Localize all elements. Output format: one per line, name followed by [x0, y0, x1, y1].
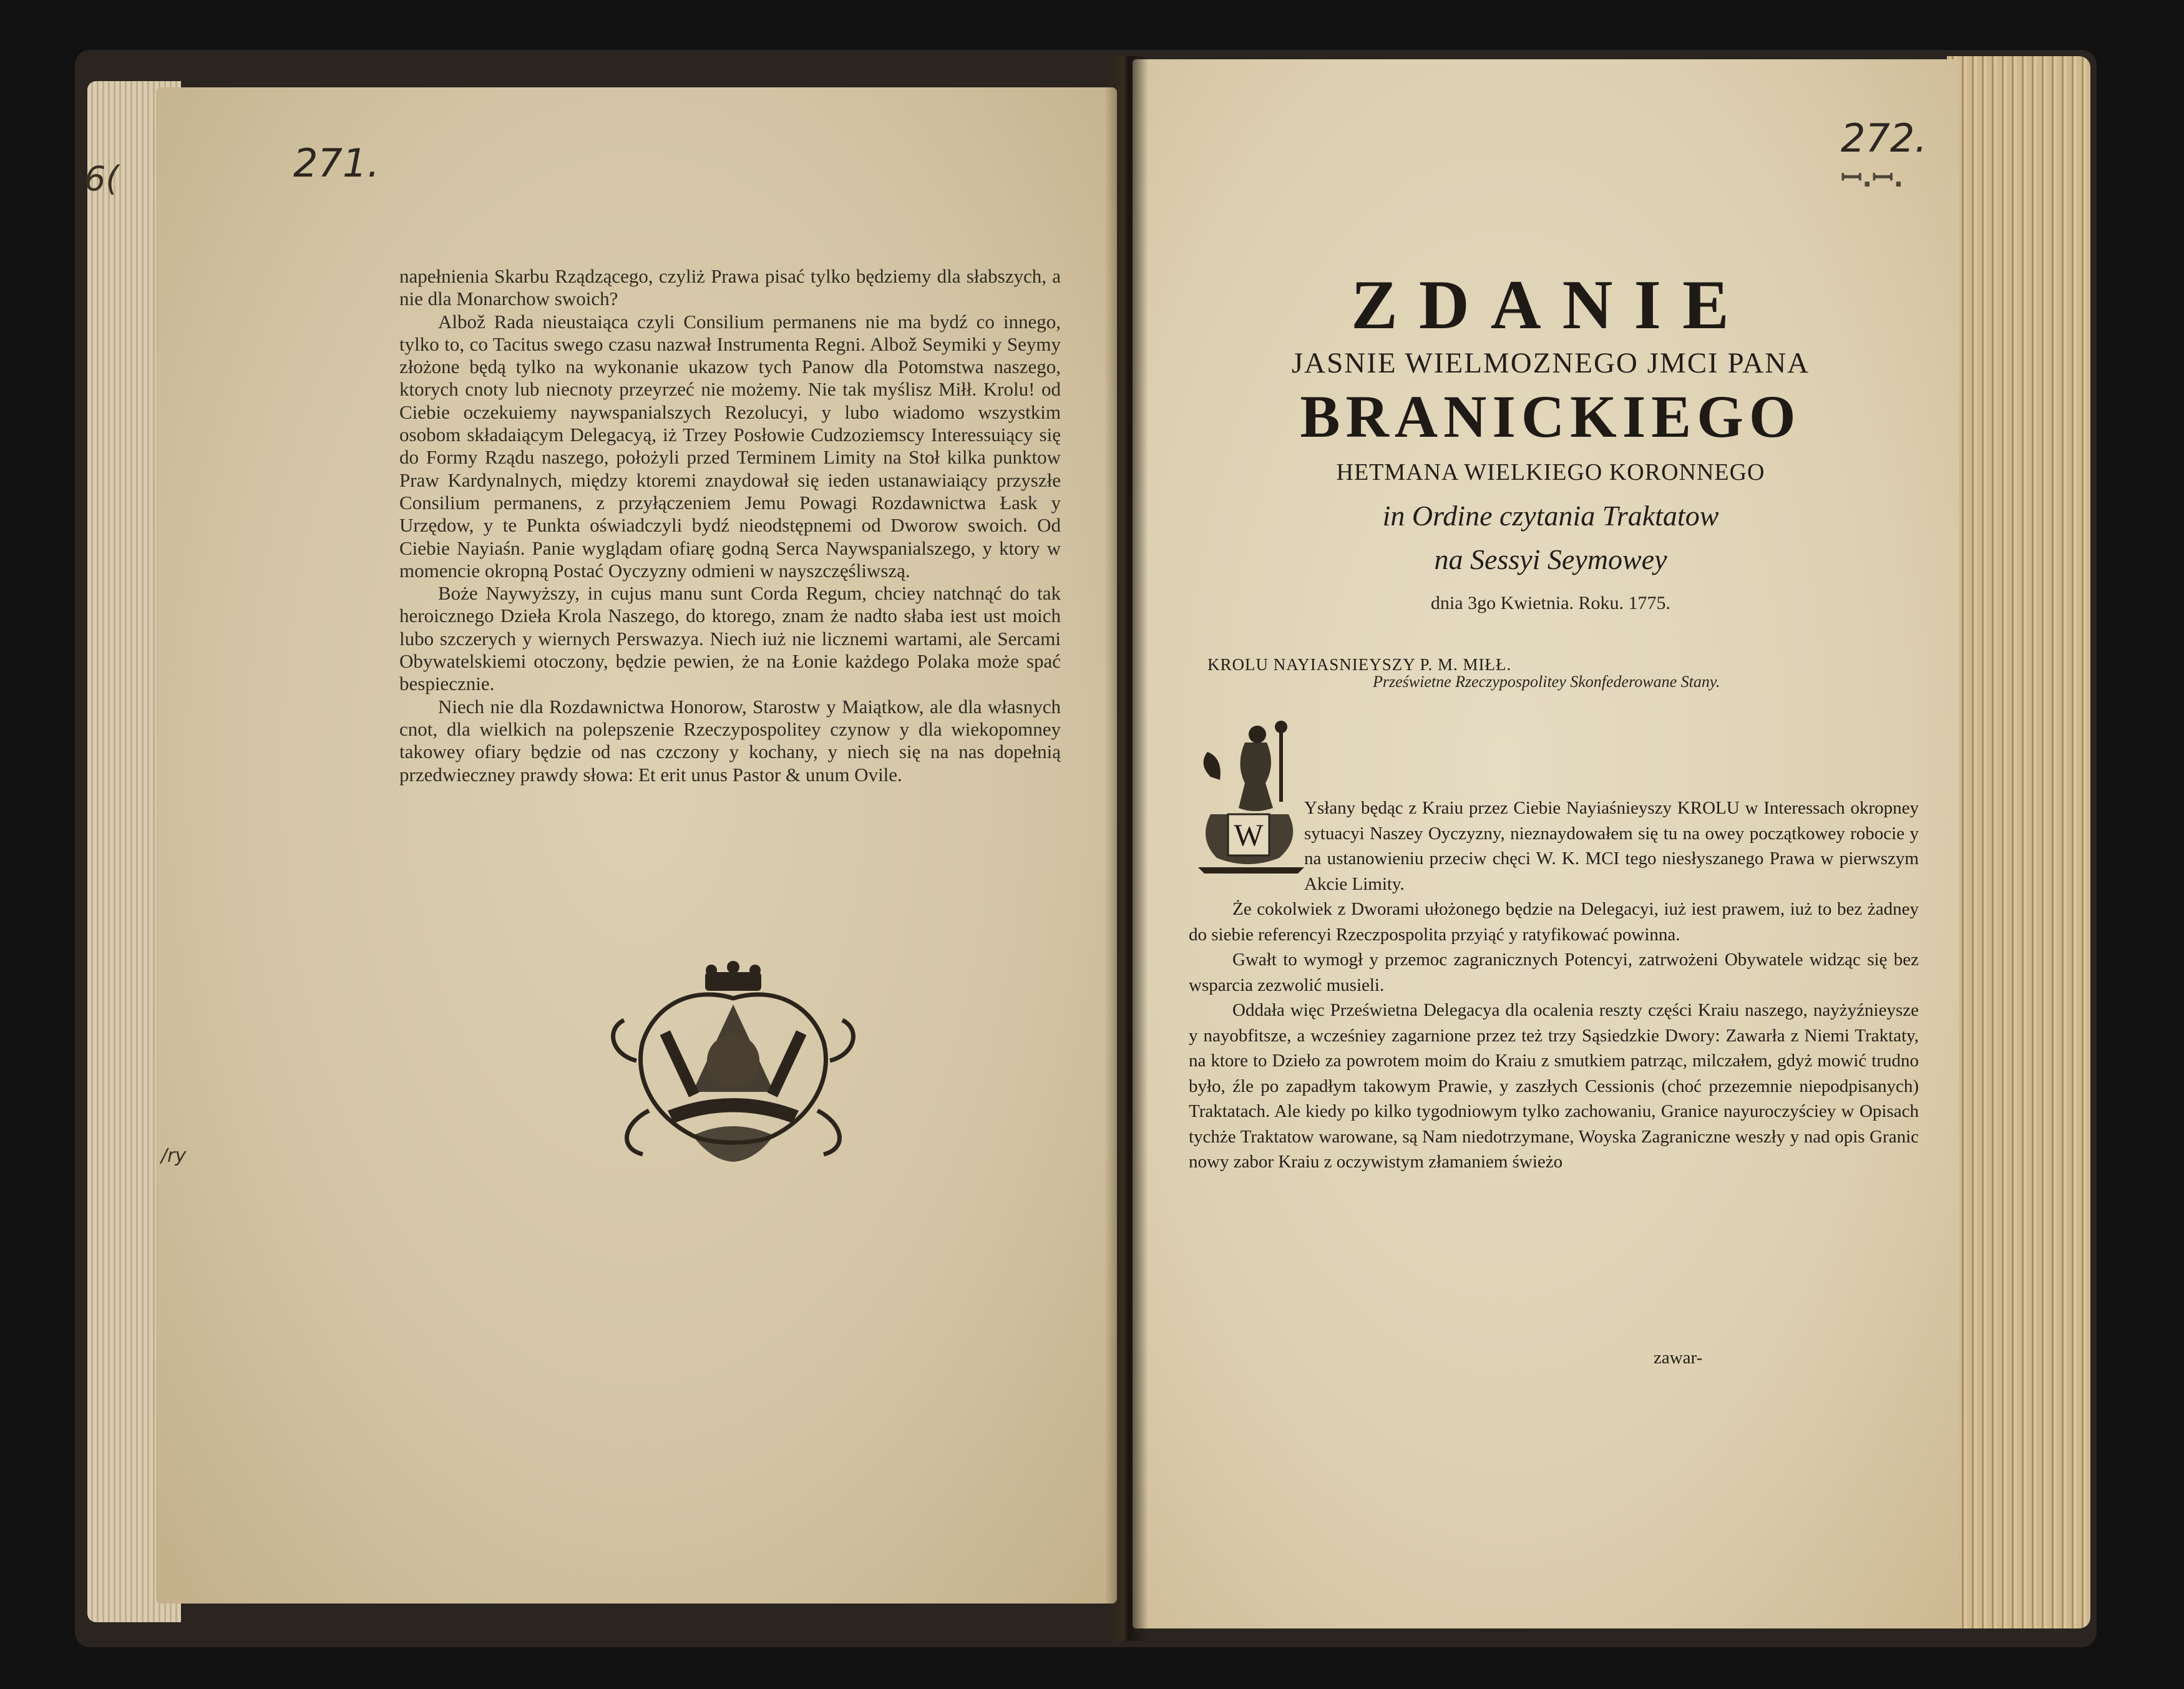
paragraph: Niech nie dla Rozdawnictwa Honorow, Starostw y Maiątkow, ale dla własnych cnot, dla wielkich na polepszenie Rzeczypospolitey czynow y dla wiekopomney takowey ofiary będzie od nas czczony y kochany, y niech się na nas dopełnią przedwieczney prawdy słowa: Et erit unus Pastor & unum Ovile. — [399, 695, 1061, 786]
paragraph: Gwałt to wymogł y przemoc zagranicznych Potencyi, zatrwożeni Obywatele widząc się bez wsparcia zezwolić musieli. — [1189, 950, 1919, 995]
left-page-body — [399, 265, 1061, 786]
salutation-estates: Prześwietne Rzeczypospolitey Skonfederowane Stany. — [1373, 673, 1720, 691]
right-page-number: 272. — [1841, 115, 1928, 161]
subtitle-office: HETMANA WIELKIEGO KORONNEGO — [1336, 459, 1765, 485]
left-edge-mark-bottom: /ry — [161, 1145, 187, 1167]
author-name: BRANICKIEGO — [1300, 383, 1801, 450]
paragraph: napełnienia Skarbu Rządzącego, czyliż Prawa pisać tylko będziemy dla słabszych, a nie dla Monarchow swoich? — [399, 265, 1061, 310]
paragraph: Oddała więc Prześwietna Delegacya dla ocalenia reszty części Kraiu naszego, nayżyźnieysze y nayobfitsze, a wcześniey zagarnione przez też trzy Sąsiedzkie Dwory: Zawarła z Niemi Traktaty, na ktore to Dzieło za powrotem moim do Kraiu z smutkiem patrząc, milczałem, gdyż mowić trudno było, źle po zapadłym takowym Prawie, y zaszłych Cessionis (choć przezemnie niepodpisanych) Traktatach. Ale kiedy po kilko tygodniowym tylko zachowaniu, Granice nayuroczyściey w Opisach tychże Traktatow warowane, są Nam niedotrzymane, Woyska Zagraniczne weszły y nad opis Granic nowy zabor Kraiu z oczywistym złamaniem świeżo — [1189, 1000, 1919, 1172]
left-page-number: 271. — [293, 140, 380, 186]
spine-shadow — [1104, 56, 1148, 1641]
subtitle-italic-2: na Sessyi Seymowey — [1434, 543, 1667, 575]
document-date: dnia 3go Kwietnia. Roku. 1775. — [1430, 593, 1671, 613]
right-page-edges — [1947, 56, 2090, 1628]
subtitle-honorific: JASNIE WIELMOZNEGO JMCI PANA — [1291, 347, 1810, 379]
paragraph: Ysłany będąc z Kraiu przez Ciebie Nayiaśnieyszy KROLU w Interessach okropney sytuacyi Naszey Oyczyzny, nieznaydowałem się tu na owey początkowey robocie y na ustanowieniu przeciw chęci W. K. MCI tego niesłyszanego Prawa w pierwszym Akcie Limity. — [1304, 798, 1919, 894]
paragraph: Że cokolwiek z Dworami ułożonego będzie na Delegacyi, iuż iest prawem, iuż to bez żadney do siebie referencyi Rzeczpospolita przyiąć y ratyfikować powinna. — [1189, 899, 1919, 945]
initial-letter: W — [1234, 817, 1264, 852]
subtitle-italic-1: in Ordine czytania Traktatow — [1382, 500, 1719, 532]
paragraph: Boże Naywyższy, in cujus manu sunt Corda Regum, chciey natchnąć do tak heroicznego Dzieła Krola Naszego, do ktorego, znam że nadto słaba iest ust moich lubo szczerych y wiernych Perswazya. Niech iuż nie licznemi wartami, ale Sercami Obywatelskiemi otoczony, będzie pewien, że na Łonie każdego Polaka może spać bespiecznie. — [399, 582, 1061, 695]
catchword: zawar- — [1654, 1348, 1703, 1368]
left-edge-mark-top: 6( — [84, 159, 119, 198]
document-title: ZDANIE — [1351, 266, 1750, 344]
salutation-king: KROLU NAYIASNIEYSZY P. M. MIŁŁ. — [1207, 655, 1512, 674]
heraldic-ornament-icon — [599, 961, 867, 1167]
paragraph: Albož Rada nieustaiąca czyli Consilium permanens nie ma bydź co innego, tylko to, co Tacitus swego czasu nazwał Instrumenta Regni. Albož Seymiki y Seymy złożone będą tylko na wykonanie ukazow tych Panow dla Potomstwa naszego, ktorych cnoty lub niecnoty przeyrzeć nie możemy. Nie tak myślisz Miłł. Krolu! od Ciebie oczekuiemy naywspanialszych Rezolucyi, y lubo wiadomo wszystkim osobom składaiącym Delegacyą, iż Trzey Posłowie Cudzoziemscy Interessuiący się do Formy Rządu naszego, położyli przed Terminem Limity na Stoł kilka punktow Praw Kardynalnych, między ktoremi znaydował się ieden ustanawiaiący przyszłe Consilium permanens, z przyłączeniem Jemu Powagi Rozdawnictwa Łask y Urzędow, y te Punkta oświadczyli bydź nieodstępnemi od Dworow swoich. Od Ciebie Nayiaśn. Panie wyglądam ofiarę godną Serca Naywspanialszego, y ktory w momencie okropną Postać Oyczyzny odmieni w nayszczęśliwszą. — [399, 310, 1061, 582]
right-page-stamp: ꟷ.ꟷ. — [1841, 162, 1904, 193]
right-page-body — [1189, 796, 1919, 1175]
